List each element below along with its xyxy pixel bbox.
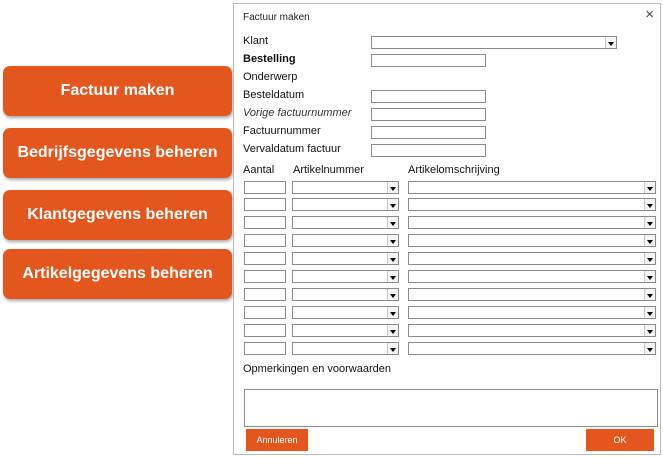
bestelling-label: Bestelling	[243, 53, 296, 65]
vorige-factuurnummer-label: Vorige factuurnummer	[243, 107, 352, 119]
dialog-title: Factuur maken	[243, 12, 310, 23]
artikelnummer-dropdown[interactable]	[292, 270, 399, 283]
klantgegevens-beheren-button[interactable]	[3, 190, 232, 240]
chevron-down-icon	[387, 217, 398, 228]
artikelnummer-dropdown[interactable]	[292, 198, 399, 211]
factuurnummer-label: Factuurnummer	[243, 125, 321, 137]
factuurnummer-field[interactable]	[371, 126, 486, 139]
aantal-field[interactable]	[244, 198, 286, 211]
artikelomschrijving-dropdown[interactable]	[408, 198, 656, 211]
chevron-down-icon	[387, 271, 398, 282]
opmerkingen-textarea[interactable]	[244, 389, 658, 427]
ok-button[interactable]	[586, 429, 654, 451]
vervaldatum-field[interactable]	[371, 144, 486, 157]
artikelomschrijving-dropdown[interactable]	[408, 324, 656, 337]
artikelomschrijving-dropdown[interactable]	[408, 181, 656, 194]
aantal-header: Aantal	[243, 164, 275, 176]
artikelgegevens-beheren-label: Artikelgegevens beheren	[22, 265, 213, 282]
chevron-down-icon	[644, 199, 655, 210]
chevron-down-icon	[644, 271, 655, 282]
close-icon[interactable]: ×	[645, 6, 654, 23]
artikelnummer-dropdown[interactable]	[292, 342, 399, 355]
aantal-field[interactable]	[244, 342, 286, 355]
annuleren-button[interactable]	[246, 429, 308, 451]
artikelnummer-dropdown[interactable]	[292, 216, 399, 229]
chevron-down-icon	[644, 235, 655, 246]
aantal-field[interactable]	[244, 216, 286, 229]
artikelnummer-dropdown[interactable]	[292, 181, 399, 194]
vorige-factuurnummer-field[interactable]	[371, 108, 486, 121]
chevron-down-icon	[644, 289, 655, 300]
chevron-down-icon	[387, 253, 398, 264]
factuur-maken-label: Factuur maken	[60, 82, 175, 99]
chevron-down-icon	[387, 199, 398, 210]
artikelnummer-header: Artikelnummer	[293, 164, 364, 176]
artikelnummer-dropdown[interactable]	[292, 306, 399, 319]
artikelgegevens-beheren-button[interactable]	[3, 249, 232, 299]
chevron-down-icon	[387, 182, 398, 193]
artikelomschrijving-dropdown[interactable]	[408, 216, 656, 229]
artikelomschrijving-dropdown[interactable]	[408, 288, 656, 301]
chevron-down-icon	[644, 217, 655, 228]
bedrijfsgegevens-beheren-button[interactable]	[3, 128, 232, 178]
opmerkingen-label: Opmerkingen en voorwaarden	[243, 363, 391, 375]
klant-dropdown[interactable]	[371, 36, 617, 49]
chevron-down-icon	[644, 253, 655, 264]
klant-label: Klant	[243, 35, 269, 47]
artikelnummer-dropdown[interactable]	[292, 288, 399, 301]
artikelnummer-dropdown[interactable]	[292, 252, 399, 265]
chevron-down-icon	[387, 289, 398, 300]
bestelling-field[interactable]	[371, 54, 486, 67]
bedrijfsgegevens-beheren-label: Bedrijfsgegevens beheren	[17, 144, 218, 161]
artikelnummer-dropdown[interactable]	[292, 234, 399, 247]
chevron-down-icon	[387, 235, 398, 246]
chevron-down-icon	[605, 37, 616, 48]
artikelnummer-dropdown[interactable]	[292, 324, 399, 337]
aantal-field[interactable]	[244, 324, 286, 337]
aantal-field[interactable]	[244, 306, 286, 319]
factuur-maken-button[interactable]	[3, 66, 232, 116]
artikelomschrijving-dropdown[interactable]	[408, 306, 656, 319]
artikelomschrijving-dropdown[interactable]	[408, 342, 656, 355]
aantal-field[interactable]	[244, 234, 286, 247]
artikelomschrijving-dropdown[interactable]	[408, 252, 656, 265]
chevron-down-icon	[644, 182, 655, 193]
annuleren-label: Annuleren	[256, 435, 298, 445]
chevron-down-icon	[387, 343, 398, 354]
aantal-field[interactable]	[244, 181, 286, 194]
aantal-field[interactable]	[244, 252, 286, 265]
artikelomschrijving-dropdown[interactable]	[408, 270, 656, 283]
chevron-down-icon	[644, 343, 655, 354]
aantal-field[interactable]	[244, 288, 286, 301]
besteldatum-label: Besteldatum	[243, 89, 305, 101]
aantal-field[interactable]	[244, 270, 286, 283]
chevron-down-icon	[387, 325, 398, 336]
chevron-down-icon	[644, 325, 655, 336]
chevron-down-icon	[387, 307, 398, 318]
onderwerp-label: Onderwerp	[243, 71, 298, 83]
besteldatum-field[interactable]	[371, 90, 486, 103]
artikelomschrijving-dropdown[interactable]	[408, 234, 656, 247]
artikelomschrijving-header: Artikelomschrijving	[408, 164, 500, 176]
vervaldatum-label: Vervaldatum factuur	[243, 143, 341, 155]
chevron-down-icon	[644, 307, 655, 318]
ok-label: OK	[613, 435, 627, 445]
factuur-dialog	[233, 3, 661, 455]
klantgegevens-beheren-label: Klantgegevens beheren	[27, 206, 208, 223]
